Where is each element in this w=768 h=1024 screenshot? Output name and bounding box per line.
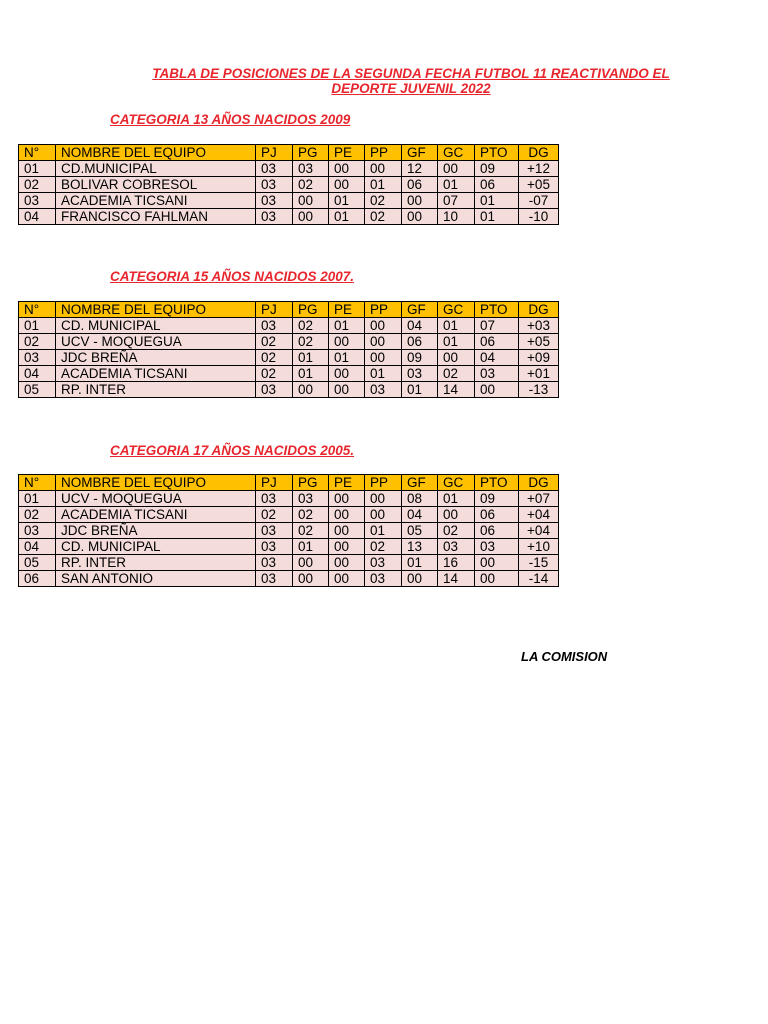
column-header: PP (365, 475, 402, 491)
table-cell: 01 (438, 318, 475, 334)
column-header: NOMBRE DEL EQUIPO (56, 302, 256, 318)
category-15-table (18, 301, 559, 398)
column-header: N° (19, 302, 56, 318)
category-13-heading: CATEGORIA 13 AÑOS NACIDOS 2009 (110, 112, 351, 127)
table-cell: 05 (19, 555, 56, 571)
column-header: PE (329, 302, 365, 318)
table-cell: 00 (293, 382, 329, 398)
table-cell: 00 (329, 507, 365, 523)
column-header: GC (438, 145, 475, 161)
column-header: NOMBRE DEL EQUIPO (56, 145, 256, 161)
table-cell: 03 (293, 161, 329, 177)
table-row (19, 382, 559, 398)
table-cell: 02 (256, 366, 293, 382)
table-cell: 04 (475, 350, 519, 366)
table-cell: 00 (293, 209, 329, 225)
table-cell: 03 (256, 539, 293, 555)
category-15-heading: CATEGORIA 15 AÑOS NACIDOS 2007. (110, 269, 355, 284)
table-cell: CD. MUNICIPAL (56, 318, 256, 334)
category-17-heading: CATEGORIA 17 AÑOS NACIDOS 2005. (110, 443, 355, 458)
table-cell: 03 (438, 539, 475, 555)
table-cell: 01 (19, 318, 56, 334)
signature: LA COMISION (521, 649, 608, 664)
table-cell: 06 (475, 177, 519, 193)
table-cell: 09 (475, 491, 519, 507)
table-cell: 02 (293, 334, 329, 350)
table-row (19, 507, 559, 523)
table-cell: 00 (329, 161, 365, 177)
column-header: PJ (256, 145, 293, 161)
table-cell: 01 (438, 177, 475, 193)
table-cell: 01 (293, 350, 329, 366)
table-cell: 06 (475, 334, 519, 350)
table-cell: 03 (365, 571, 402, 587)
table-cell: 02 (293, 177, 329, 193)
table-cell: 01 (402, 382, 438, 398)
table-row (19, 491, 559, 507)
table-cell: FRANCISCO FAHLMAN (56, 209, 256, 225)
table-cell: 02 (293, 523, 329, 539)
table-cell: 01 (438, 334, 475, 350)
column-header: PE (329, 475, 365, 491)
table-cell: 03 (256, 555, 293, 571)
table-row (19, 334, 559, 350)
table-cell: 02 (256, 334, 293, 350)
table-cell: 02 (365, 539, 402, 555)
table-row (19, 209, 559, 225)
column-header: GC (438, 475, 475, 491)
table-cell: +04 (519, 507, 559, 523)
table-cell: 00 (329, 334, 365, 350)
table-cell: 02 (438, 366, 475, 382)
table-cell: +05 (519, 334, 559, 350)
table-cell: 02 (256, 507, 293, 523)
table-cell: 01 (365, 366, 402, 382)
column-header: PG (293, 302, 329, 318)
table-cell: -14 (519, 571, 559, 587)
table-cell: 03 (256, 571, 293, 587)
table-cell: 14 (438, 571, 475, 587)
table-cell: 01 (329, 209, 365, 225)
column-header: N° (19, 145, 56, 161)
table-cell: 03 (19, 523, 56, 539)
table-cell: 04 (19, 209, 56, 225)
table-cell: 00 (365, 334, 402, 350)
table-cell: RP. INTER (56, 555, 256, 571)
table-row (19, 350, 559, 366)
table-cell: 16 (438, 555, 475, 571)
table-row (19, 177, 559, 193)
title-line-2: DEPORTE JUVENIL 2022 (331, 81, 491, 96)
table-row (19, 523, 559, 539)
document-title (128, 66, 694, 96)
category-13-table (18, 144, 559, 225)
column-header: DG (519, 475, 559, 491)
table-cell: 03 (19, 350, 56, 366)
table-cell: 03 (365, 555, 402, 571)
table-cell: 00 (475, 555, 519, 571)
column-header: PP (365, 145, 402, 161)
table-cell: 03 (256, 491, 293, 507)
table-cell: 07 (438, 193, 475, 209)
column-header: PG (293, 145, 329, 161)
table-cell: 00 (365, 507, 402, 523)
table-cell: +04 (519, 523, 559, 539)
table-cell: 12 (402, 161, 438, 177)
table-cell: 03 (293, 491, 329, 507)
table-row (19, 555, 559, 571)
table-cell: 14 (438, 382, 475, 398)
table-cell: 03 (402, 366, 438, 382)
table-cell: 00 (438, 161, 475, 177)
table-row (19, 539, 559, 555)
table-cell: 00 (293, 571, 329, 587)
table-cell: 03 (256, 161, 293, 177)
table-cell: 00 (329, 571, 365, 587)
table-cell: 13 (402, 539, 438, 555)
table-cell: 00 (475, 571, 519, 587)
table-cell: 03 (256, 209, 293, 225)
table-cell: 06 (475, 523, 519, 539)
table-cell: 00 (402, 571, 438, 587)
table-cell: 00 (365, 350, 402, 366)
table-cell: 00 (365, 491, 402, 507)
table-cell: 00 (293, 555, 329, 571)
table-cell: 05 (19, 382, 56, 398)
table-cell: 01 (293, 539, 329, 555)
table-cell: 02 (365, 193, 402, 209)
table-cell: 03 (475, 539, 519, 555)
table-cell: BOLIVAR COBRESOL (56, 177, 256, 193)
table-cell: +07 (519, 491, 559, 507)
table-cell: 00 (438, 507, 475, 523)
table-cell: 03 (256, 318, 293, 334)
table-header-row (19, 145, 559, 161)
table-cell: 03 (256, 193, 293, 209)
table-cell: ACADEMIA TICSANI (56, 366, 256, 382)
table-cell: -13 (519, 382, 559, 398)
table-cell: 02 (438, 523, 475, 539)
column-header: PTO (475, 475, 519, 491)
table-cell: UCV - MOQUEGUA (56, 334, 256, 350)
table-row (19, 193, 559, 209)
column-header: PE (329, 145, 365, 161)
column-header: DG (519, 302, 559, 318)
column-header: DG (519, 145, 559, 161)
table-cell: 09 (402, 350, 438, 366)
table-cell: 00 (329, 539, 365, 555)
table-cell: 01 (475, 209, 519, 225)
column-header: PTO (475, 302, 519, 318)
table-cell: 00 (329, 523, 365, 539)
table-cell: 01 (402, 555, 438, 571)
table-cell: UCV - MOQUEGUA (56, 491, 256, 507)
table-cell: 03 (19, 193, 56, 209)
table-cell: 04 (402, 318, 438, 334)
column-header: PJ (256, 302, 293, 318)
table-cell: 07 (475, 318, 519, 334)
table-row (19, 571, 559, 587)
table-cell: 00 (329, 177, 365, 193)
table-cell: 00 (402, 209, 438, 225)
column-header: PTO (475, 145, 519, 161)
table-cell: +10 (519, 539, 559, 555)
table-row (19, 161, 559, 177)
table-cell: ACADEMIA TICSANI (56, 507, 256, 523)
table-cell: 01 (475, 193, 519, 209)
column-header: PG (293, 475, 329, 491)
table-cell: 02 (365, 209, 402, 225)
table-cell: 09 (475, 161, 519, 177)
table-cell: 01 (19, 491, 56, 507)
column-header: NOMBRE DEL EQUIPO (56, 475, 256, 491)
table-cell: 02 (19, 507, 56, 523)
column-header: GF (402, 145, 438, 161)
table-cell: 05 (402, 523, 438, 539)
table-cell: +01 (519, 366, 559, 382)
table-cell: -10 (519, 209, 559, 225)
column-header: GF (402, 302, 438, 318)
table-cell: JDC BREÑA (56, 350, 256, 366)
table-cell: 10 (438, 209, 475, 225)
table-cell: -07 (519, 193, 559, 209)
table-row (19, 318, 559, 334)
table-cell: 01 (293, 366, 329, 382)
table-cell: 02 (19, 334, 56, 350)
column-header: N° (19, 475, 56, 491)
table-cell: 03 (256, 523, 293, 539)
table-cell: +09 (519, 350, 559, 366)
table-cell: 06 (475, 507, 519, 523)
title-line-1: TABLA DE POSICIONES DE LA SEGUNDA FECHA FUTBOL 11 REACTIVANDO EL (152, 66, 670, 81)
table-cell: 00 (402, 193, 438, 209)
table-cell: 00 (329, 382, 365, 398)
category-17-table (18, 474, 559, 587)
table-cell: 00 (329, 366, 365, 382)
table-cell: CD. MUNICIPAL (56, 539, 256, 555)
table-cell: 01 (329, 193, 365, 209)
table-cell: +05 (519, 177, 559, 193)
table-cell: 03 (365, 382, 402, 398)
table-cell: 00 (329, 555, 365, 571)
table-cell: 01 (329, 350, 365, 366)
table-cell: 00 (329, 491, 365, 507)
table-cell: 01 (19, 161, 56, 177)
table-cell: 02 (293, 318, 329, 334)
table-cell: 06 (402, 334, 438, 350)
table-cell: 06 (402, 177, 438, 193)
table-cell: 03 (256, 177, 293, 193)
table-cell: ACADEMIA TICSANI (56, 193, 256, 209)
table-cell: 08 (402, 491, 438, 507)
table-cell: 04 (19, 366, 56, 382)
table-cell: 00 (475, 382, 519, 398)
column-header: PP (365, 302, 402, 318)
table-cell: 01 (329, 318, 365, 334)
table-cell: 02 (19, 177, 56, 193)
table-header-row (19, 475, 559, 491)
column-header: GC (438, 302, 475, 318)
table-cell: SAN ANTONIO (56, 571, 256, 587)
table-cell: -15 (519, 555, 559, 571)
table-cell: 02 (256, 350, 293, 366)
table-cell: CD.MUNICIPAL (56, 161, 256, 177)
table-cell: 00 (365, 161, 402, 177)
table-cell: 01 (438, 491, 475, 507)
table-cell: 06 (19, 571, 56, 587)
table-cell: +12 (519, 161, 559, 177)
table-cell: 00 (365, 318, 402, 334)
table-cell: JDC BREÑA (56, 523, 256, 539)
table-cell: 00 (438, 350, 475, 366)
column-header: GF (402, 475, 438, 491)
table-cell: 04 (19, 539, 56, 555)
column-header: PJ (256, 475, 293, 491)
table-cell: RP. INTER (56, 382, 256, 398)
table-cell: 01 (365, 523, 402, 539)
table-cell: 00 (293, 193, 329, 209)
table-cell: 02 (293, 507, 329, 523)
table-cell: 03 (475, 366, 519, 382)
table-cell: 01 (365, 177, 402, 193)
table-cell: 04 (402, 507, 438, 523)
table-cell: +03 (519, 318, 559, 334)
table-cell: 03 (256, 382, 293, 398)
table-row (19, 366, 559, 382)
table-header-row (19, 302, 559, 318)
